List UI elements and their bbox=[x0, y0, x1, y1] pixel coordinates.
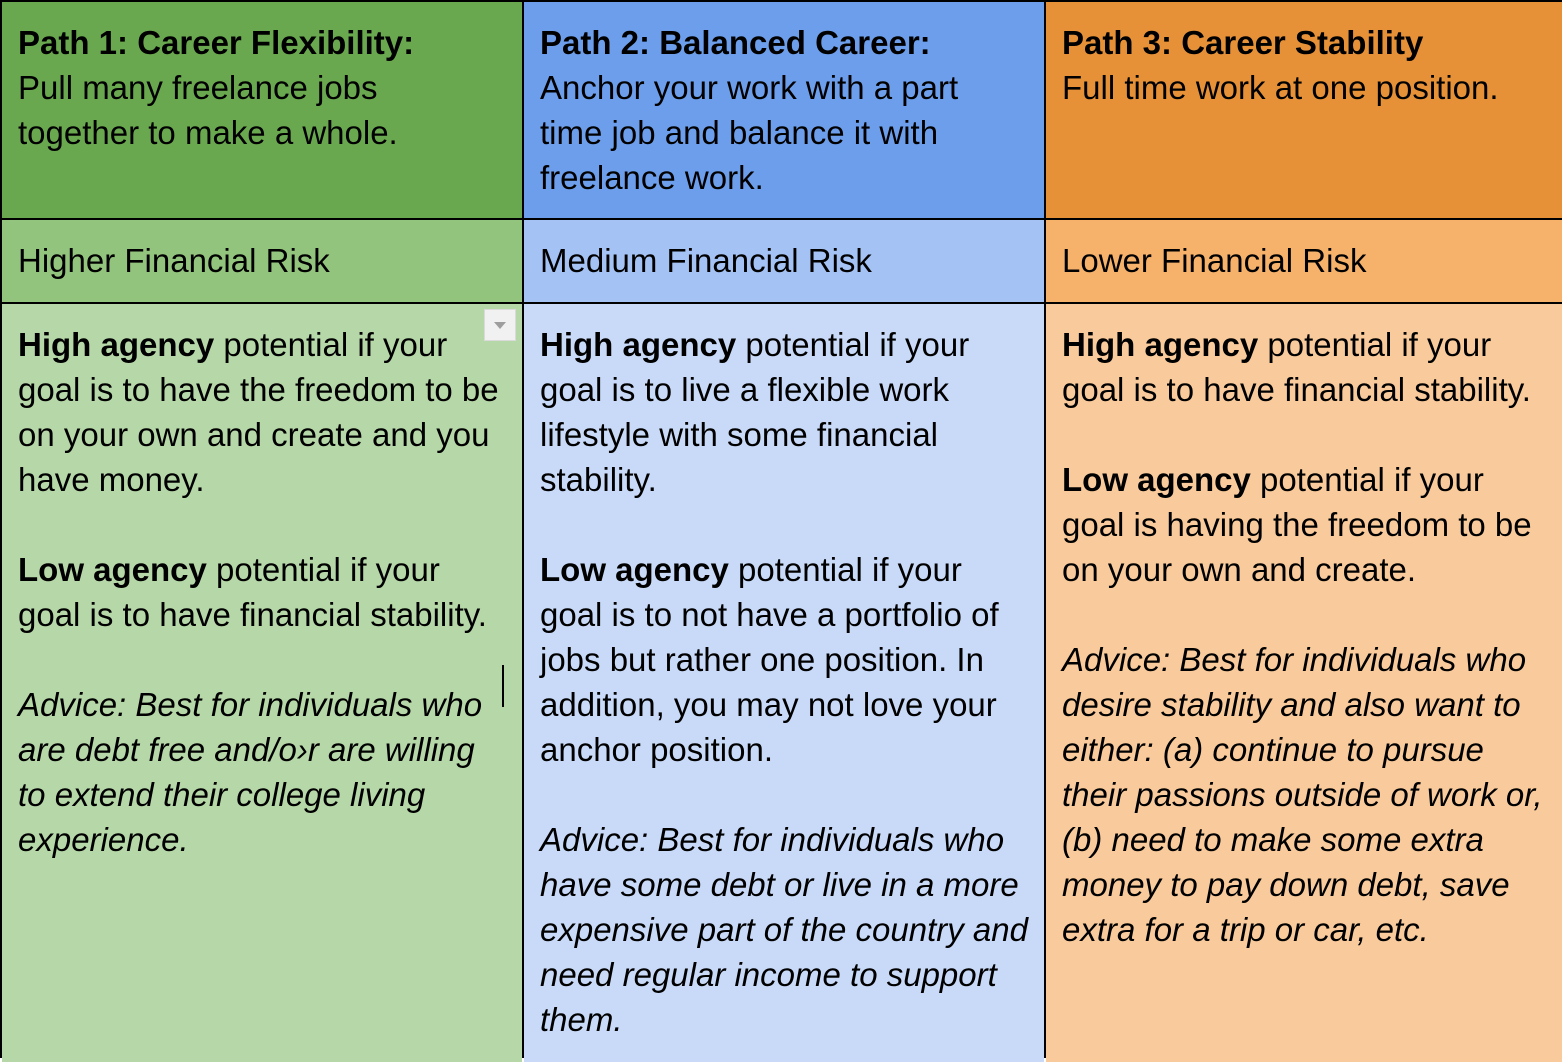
path-3-risk-label: Lower Financial Risk bbox=[1062, 242, 1367, 279]
path-2-low-agency-label: Low agency bbox=[540, 551, 729, 588]
path-3-high-agency-text: potential if your goal is to have financial stability. bbox=[1062, 326, 1531, 408]
path-1-high-agency-label: High agency bbox=[18, 326, 215, 363]
path-3-advice-text: Advice: Best for individuals who desire stability and also want to either: (a) continue to pursue their passions outside of work or, (b) need to make some extra money to pay down debt, save extra for a trip or car, etc. bbox=[1062, 641, 1543, 948]
path-3-low-agency-text: potential if your goal is having the freedom to be on your own and create. bbox=[1062, 461, 1532, 588]
path-1-header-cell[interactable] bbox=[2, 2, 522, 218]
path-2-description: Anchor your work with a part time job and balance it with freelance work. bbox=[540, 69, 959, 196]
path-3-details-cell[interactable] bbox=[1046, 304, 1562, 1062]
path-1-low-agency-text: potential if your goal is to have financial stability. bbox=[18, 551, 487, 633]
path-1-risk-cell[interactable] bbox=[2, 220, 522, 302]
path-1-high-agency-text: potential if your goal is to have the freedom to be on your own and create and you have money. bbox=[18, 326, 499, 498]
path-3-risk-cell[interactable] bbox=[1046, 220, 1562, 302]
path-3-high-agency-label: High agency bbox=[1062, 326, 1259, 363]
path-3-header-cell[interactable] bbox=[1046, 2, 1562, 218]
path-2-details-cell[interactable] bbox=[524, 304, 1044, 1062]
path-2-high-agency-text: potential if your goal is to live a flexible work lifestyle with some financial stability. bbox=[540, 326, 970, 498]
path-1-low-agency-label: Low agency bbox=[18, 551, 207, 588]
path-2-advice bbox=[540, 817, 1028, 1042]
path-3-title: Path 3: Career Stability bbox=[1062, 24, 1424, 61]
path-1-advice-text: Advice: Best for individuals who are debt free and/o›r are willing to extend their college living experience. bbox=[18, 686, 483, 858]
path-3-description: Full time work at one position. bbox=[1062, 69, 1499, 106]
path-2-risk-label: Medium Financial Risk bbox=[540, 242, 872, 279]
path-1-high-agency bbox=[18, 322, 506, 502]
path-1-details-cell[interactable] bbox=[2, 304, 522, 1062]
path-1-description: Pull many freelance jobs together to make a whole. bbox=[18, 69, 398, 151]
text-cursor bbox=[502, 665, 504, 707]
path-1-risk-label: Higher Financial Risk bbox=[18, 242, 330, 279]
path-2-low-agency-text: potential if your goal is to not have a portfolio of jobs but rather one position. In addition, you may not love your anchor position. bbox=[540, 551, 999, 768]
path-1-advice bbox=[18, 682, 506, 862]
path-2-risk-cell[interactable] bbox=[524, 220, 1044, 302]
path-2-advice-text: Advice: Best for individuals who have some debt or live in a more expensive part of the country and need regular income to support them. bbox=[540, 821, 1028, 1038]
path-2-high-agency-label: High agency bbox=[540, 326, 737, 363]
path-2-low-agency bbox=[540, 547, 1028, 772]
path-1-title: Path 1: Career Flexibility: bbox=[18, 24, 415, 61]
path-3-low-agency bbox=[1062, 457, 1550, 592]
path-2-high-agency bbox=[540, 322, 1028, 502]
path-2-header-cell[interactable] bbox=[524, 2, 1044, 218]
path-1-low-agency bbox=[18, 547, 506, 637]
path-3-low-agency-label: Low agency bbox=[1062, 461, 1251, 498]
path-3-advice bbox=[1062, 637, 1550, 952]
path-2-title: Path 2: Balanced Career: bbox=[540, 24, 931, 61]
dropdown-arrow-icon[interactable] bbox=[484, 309, 516, 341]
path-3-high-agency bbox=[1062, 322, 1550, 412]
